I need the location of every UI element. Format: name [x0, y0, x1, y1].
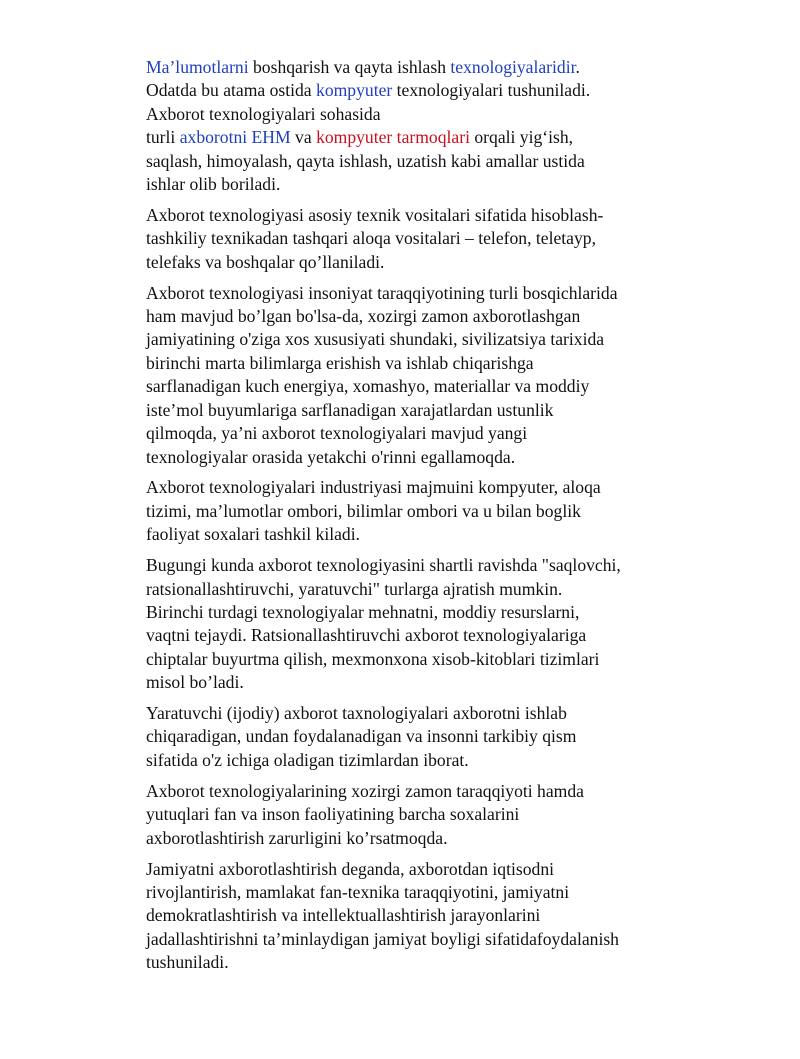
text-run: axborotlashtirish zarurligini ko’rsatmoqda. — [146, 827, 448, 848]
text-run: texnologiyalar orasida yetakchi o'rinni egallamoqda. — [146, 446, 516, 467]
hyperlink-missing[interactable]: kompyuter tarmoqlari — [316, 127, 470, 148]
text-run: turli — [146, 127, 180, 148]
text-run: ratsionallashtiruvchi, yaratuvchi" turlarga ajratish mumkin. — [146, 578, 563, 599]
text-run: saqlash, himoyalash, qayta ishlash, uzatish kabi amallar ustida — [146, 150, 585, 171]
text-run: Bugungi kunda axborot texnologiyasini shartli ravishda "saqlovchi, — [146, 555, 621, 576]
text-run: Axborot texnologiyalarining xozirgi zamon taraqqiyoti hamda — [146, 780, 584, 801]
text-line — [146, 500, 706, 523]
hyperlink[interactable]: texnologiyalaridir — [450, 57, 576, 77]
text-line — [146, 702, 706, 725]
paragraph-p1 — [146, 56, 706, 196]
document-page — [146, 56, 706, 982]
text-line — [146, 251, 706, 274]
text-run: qilmoqda, ya’ni axborot texnologiyalari mavjud yangi — [146, 423, 528, 444]
text-run: tizimi, ma’lumotlar ombori, bilimlar ombori va u bilan boglik — [146, 500, 581, 521]
text-line — [146, 375, 706, 398]
text-line — [146, 601, 706, 624]
text-run: yutuqlari fan va inson faoliyatining barcha soxalarini — [146, 804, 520, 825]
paragraph-p5 — [146, 554, 706, 694]
text-run: Jamiyatni axborotlashtirish deganda, axborotdan iqtisodni — [146, 858, 554, 879]
text-run: va — [290, 127, 317, 148]
text-run: orqali yig‘ish, — [469, 127, 574, 148]
text-line — [146, 173, 706, 196]
text-line — [146, 780, 706, 803]
text-run: jadallashtirishni ta’minlaydigan jamiyat boyligi sifatidafoydalanish — [146, 928, 619, 949]
text-line — [146, 648, 706, 671]
text-line — [146, 126, 706, 149]
text-run: Axborot texnologiyalari sohasida — [146, 103, 381, 124]
text-line — [146, 446, 706, 469]
text-line — [146, 282, 706, 305]
text-run: iste’mol buyumlariga sarflanadigan xarajatlardan ustunlik — [146, 399, 554, 420]
text-line — [146, 803, 706, 826]
text-line — [146, 227, 706, 250]
hyperlink[interactable]: kompyuter — [316, 80, 393, 101]
text-run: chiqaradigan, undan foydalanadigan va insonni tarkibiy qism — [146, 726, 577, 747]
text-line — [146, 328, 706, 351]
text-line — [146, 79, 706, 102]
hyperlink[interactable]: axborotni EHM — [179, 127, 291, 148]
text-line — [146, 399, 706, 422]
text-line — [146, 103, 706, 126]
paragraph-p6 — [146, 702, 706, 772]
text-run: vaqtni tejaydi. Ratsionallashtiruvchi axborot texnologiyalariga — [146, 625, 587, 646]
text-run: jamiyatining o'ziga xos xususiyati shundaki, sivilizatsiya tarixida — [146, 329, 605, 350]
text-run: birinchi marta bilimlarga erishish va ishlab chiqarishga — [146, 352, 534, 373]
text-run: Axborot texnologiyasi asosiy texnik vositalari sifatida hisoblash- — [146, 204, 604, 225]
text-line — [146, 858, 706, 881]
text-run: telefaks va boshqalar qo’llaniladi. — [146, 251, 385, 272]
text-line — [146, 881, 706, 904]
paragraph-p2 — [146, 204, 706, 274]
text-line — [146, 422, 706, 445]
paragraph-p7 — [146, 780, 706, 850]
text-run: Axborot texnologiyasi insoniyat taraqqiyotining turli bosqichlarida — [146, 282, 618, 303]
text-run: Axborot texnologiyalari industriyasi majmuini kompyuter, aloqa — [146, 477, 601, 498]
text-line — [146, 624, 706, 647]
text-line — [146, 305, 706, 328]
text-run: ham mavjud bo’lgan bo'lsa-da, xozirgi zamon axborotlashgan — [146, 306, 581, 327]
text-line — [146, 352, 706, 375]
text-run: misol bo’ladi. — [146, 672, 244, 693]
paragraph-p4 — [146, 476, 706, 546]
text-run: demokratlashtirish va intellektuallashtirish jarayonlarini — [146, 905, 541, 926]
text-run: faoliyat soxalari tashkil kiladi. — [146, 524, 361, 545]
text-line — [146, 904, 706, 927]
text-run: Birinchi turdagi texnologiyalar mehnatni, moddiy resurslarni, — [146, 601, 580, 622]
text-run: tashkiliy texnikadan tashqari aloqa vositalari – telefon, teletayp, — [146, 228, 596, 249]
text-run: . — [575, 57, 580, 77]
text-line — [146, 150, 706, 173]
text-line — [146, 476, 706, 499]
paragraph-p3 — [146, 282, 706, 469]
text-line — [146, 827, 706, 850]
text-run: Odatda bu atama ostida — [146, 80, 317, 101]
text-run: ishlar olib boriladi. — [146, 174, 281, 195]
text-line — [146, 725, 706, 748]
text-run: tushuniladi. — [146, 952, 229, 973]
text-line — [146, 204, 706, 227]
text-run: sarflanadigan kuch energiya, xomashyo, materiallar va moddiy — [146, 376, 590, 397]
text-run: texnologiyalari tushuniladi. — [392, 80, 591, 101]
hyperlink[interactable]: Ma’lumotlarni — [146, 57, 249, 77]
text-run: sifatida o'z ichiga oladigan tizimlardan iborat. — [146, 749, 469, 770]
text-run: Yaratuvchi (ijodiy) axborot taxnologiyalari axborotni ishlab — [146, 703, 567, 724]
text-line — [146, 523, 706, 546]
text-line — [146, 56, 706, 79]
text-run: rivojlantirish, mamlakat fan-texnika taraqqiyotini, jamiyatni — [146, 881, 570, 902]
text-line — [146, 578, 706, 601]
paragraph-p8 — [146, 858, 706, 975]
text-line — [146, 554, 706, 577]
text-line — [146, 951, 706, 974]
text-run: chiptalar buyurtma qilish, mexmonxona xisob-kitoblari tizimlari — [146, 648, 600, 669]
text-line — [146, 928, 706, 951]
text-line — [146, 671, 706, 694]
text-line — [146, 749, 706, 772]
text-run: boshqarish va qayta ishlash — [248, 57, 451, 77]
